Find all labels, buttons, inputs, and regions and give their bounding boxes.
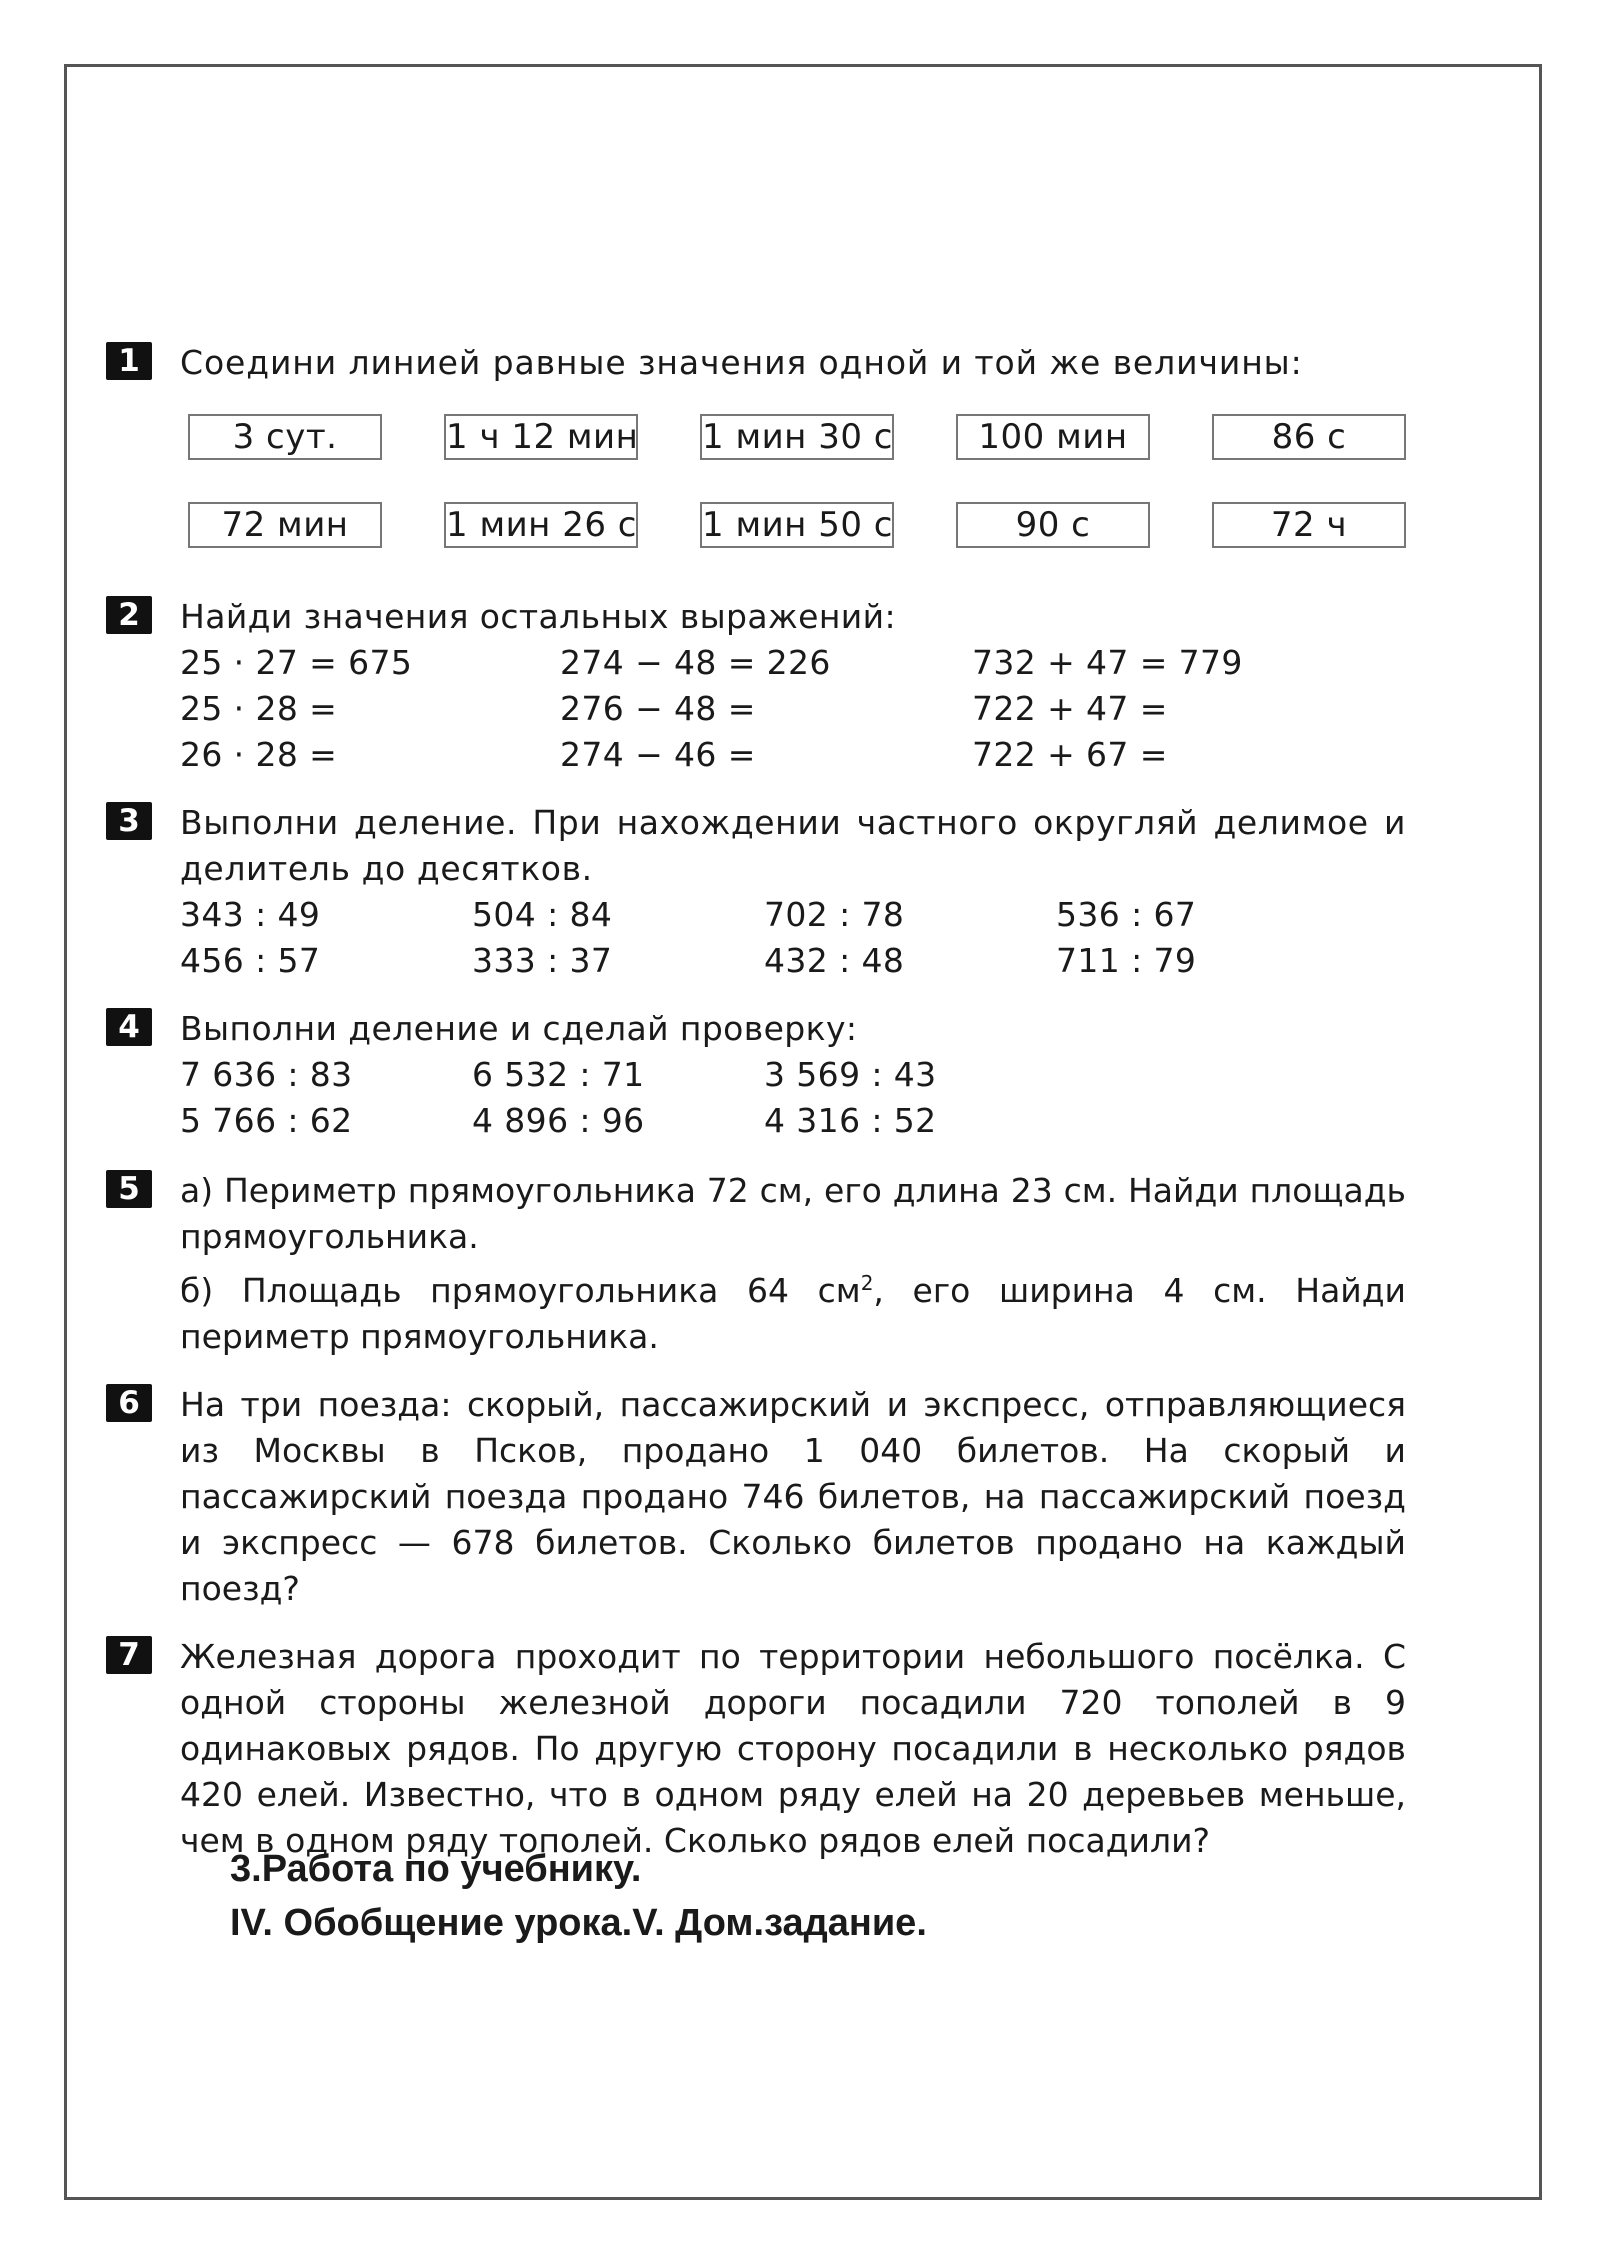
task-number: 5 bbox=[106, 1170, 152, 1208]
division-row bbox=[180, 938, 1406, 984]
division-expression: 3 569 : 43 bbox=[764, 1055, 937, 1094]
task-heading: Соедини линией равные значения одной и той же величины: bbox=[180, 343, 1303, 382]
division-expression: 4 896 : 96 bbox=[472, 1101, 645, 1140]
expression: 25 · 27 = 675 bbox=[180, 643, 413, 682]
task-6 bbox=[106, 1382, 1406, 1612]
footer-line: IV. Обобщение урока.V. Дом.задание. bbox=[230, 1902, 927, 1944]
division-row bbox=[180, 1052, 1406, 1098]
task-part-a: а) Периметр прямоугольника 72 см, его длина 23 см. Найди площадь прямоугольника. bbox=[180, 1171, 1406, 1256]
task-number: 6 bbox=[106, 1384, 152, 1422]
division-expression: 343 : 49 bbox=[180, 895, 321, 934]
expression: 722 + 47 = bbox=[972, 689, 1168, 728]
expression-row bbox=[180, 732, 1406, 778]
worksheet bbox=[106, 340, 1406, 1864]
task-part-b: б) Площадь прямоугольника 64 $см^2$, его ширина 4 см. Найди периметр прямоугольника. bbox=[180, 1271, 1406, 1356]
value-box[interactable]: 72 мин bbox=[188, 502, 382, 548]
task-number: 1 bbox=[106, 342, 152, 380]
task-heading: Выполни деление. При нахождении частного округляй делимое и делитель до десятков. bbox=[180, 803, 1406, 888]
lesson-footer bbox=[230, 1842, 927, 1950]
task-text: На три поезда: скорый, пассажирский и экспресс, отправляющиеся из Москвы в Псков, продано 1 040 билетов. На скорый и пассажирский поезда продано 746 билетов, на пассажирский поезд и экспресс — 678 билетов. Сколько билетов продано на каждый поезд? bbox=[180, 1385, 1406, 1608]
task-number: 4 bbox=[106, 1008, 152, 1046]
division-expression: 456 : 57 bbox=[180, 941, 321, 980]
expression: 25 · 28 = bbox=[180, 689, 338, 728]
footer-line: 3.Работа по учебнику. bbox=[230, 1848, 642, 1890]
task-number: 7 bbox=[106, 1636, 152, 1674]
division-expression: 5 766 : 62 bbox=[180, 1101, 353, 1140]
expression: 26 · 28 = bbox=[180, 735, 338, 774]
task-3 bbox=[106, 800, 1406, 984]
expression-row bbox=[180, 640, 1406, 686]
value-box[interactable]: 1 мин 26 с bbox=[444, 502, 638, 548]
task-2 bbox=[106, 594, 1406, 778]
value-box[interactable]: 1 ч 12 мин bbox=[444, 414, 638, 460]
task-text: Железная дорога проходит по территории небольшого посёлка. С одной стороны железной дороги посадили 720 тополей в 9 одинаковых рядов. По другую сторону посадили в несколько рядов 420 елей. Известно, что в одном ряду елей на 20 деревьев меньше, чем в одном ряду тополей. Сколько рядов елей посадили? bbox=[180, 1637, 1406, 1860]
expression-row bbox=[180, 686, 1406, 732]
task-7 bbox=[106, 1634, 1406, 1864]
division-expression: 536 : 67 bbox=[1056, 895, 1197, 934]
division-expression: 504 : 84 bbox=[472, 895, 613, 934]
expression: 274 − 48 = 226 bbox=[560, 643, 831, 682]
value-box[interactable]: 72 ч bbox=[1212, 502, 1406, 548]
value-box[interactable]: 3 сут. bbox=[188, 414, 382, 460]
task-1 bbox=[106, 340, 1406, 566]
value-box[interactable]: 86 с bbox=[1212, 414, 1406, 460]
task-4 bbox=[106, 1006, 1406, 1144]
task-text bbox=[180, 1168, 1406, 1360]
division-row bbox=[180, 892, 1406, 938]
task-5 bbox=[106, 1168, 1406, 1360]
division-expression: 711 : 79 bbox=[1056, 941, 1197, 980]
task-number: 2 bbox=[106, 596, 152, 634]
expression: 276 − 48 = bbox=[560, 689, 756, 728]
division-row bbox=[180, 1098, 1406, 1144]
value-box[interactable]: 100 мин bbox=[956, 414, 1150, 460]
task-number: 3 bbox=[106, 802, 152, 840]
division-expression: 4 316 : 52 bbox=[764, 1101, 937, 1140]
value-box[interactable]: 1 мин 50 с bbox=[700, 502, 894, 548]
value-box[interactable]: 1 мин 30 с bbox=[700, 414, 894, 460]
division-expression: 6 532 : 71 bbox=[472, 1055, 645, 1094]
task-heading: Выполни деление и сделай проверку: bbox=[180, 1009, 858, 1048]
expression: 722 + 67 = bbox=[972, 735, 1168, 774]
expression: 732 + 47 = 779 bbox=[972, 643, 1243, 682]
division-expression: 7 636 : 83 bbox=[180, 1055, 353, 1094]
task-heading: Найди значения остальных выражений: bbox=[180, 597, 897, 636]
division-expression: 432 : 48 bbox=[764, 941, 905, 980]
value-box[interactable]: 90 с bbox=[956, 502, 1150, 548]
division-expression: 702 : 78 bbox=[764, 895, 905, 934]
division-expression: 333 : 37 bbox=[472, 941, 613, 980]
expression: 274 − 46 = bbox=[560, 735, 756, 774]
value-boxes-row-1 bbox=[188, 414, 1406, 460]
value-boxes-row-2 bbox=[188, 502, 1406, 548]
